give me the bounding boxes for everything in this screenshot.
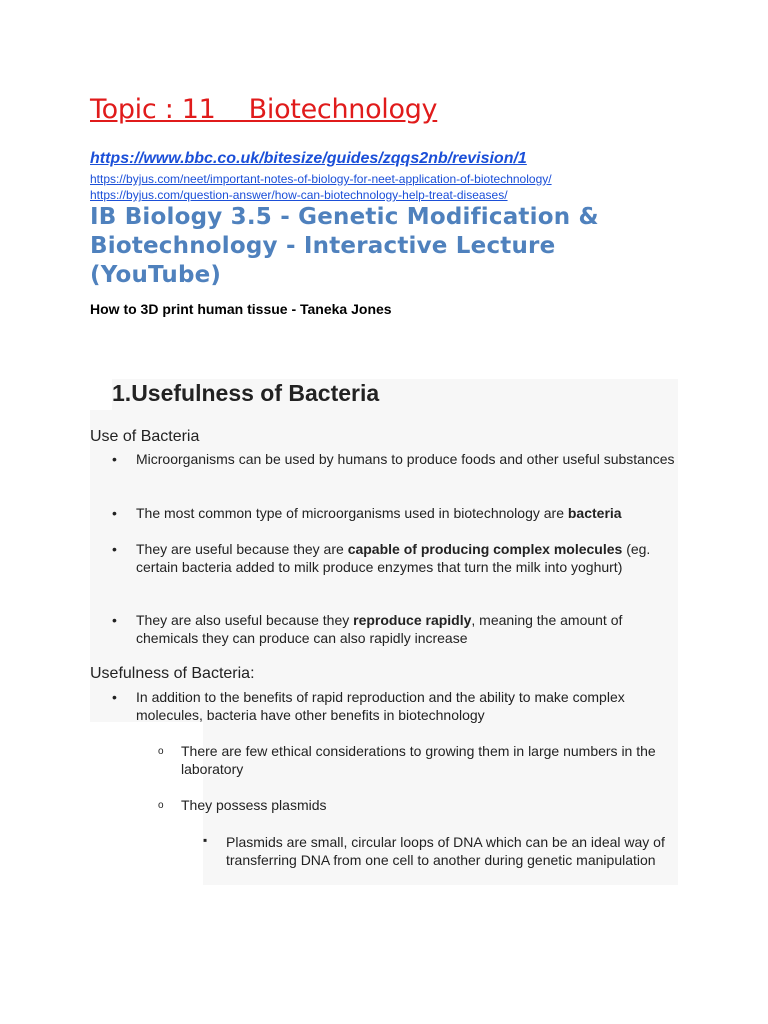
byjus-neet-link[interactable]: https://byjus.com/neet/important-notes-of-biology-for-neet-application-of-biotechnology/ bbox=[90, 172, 552, 186]
section-number: 1. bbox=[112, 380, 132, 406]
sub-bullet-marker: o bbox=[158, 800, 164, 811]
sub-bullet-marker: o bbox=[158, 746, 164, 757]
bullet-marker: • bbox=[112, 505, 117, 521]
section-heading bbox=[112, 380, 379, 407]
list-item: Microorganisms can be used by humans to produce foods and other useful substances bbox=[136, 451, 675, 467]
list-item: They possess plasmids bbox=[181, 797, 327, 813]
byjus-question-link[interactable]: https://byjus.com/question-answer/how-can-biotechnology-help-treat-diseases/ bbox=[90, 188, 508, 202]
sub-sub-bullet-marker: ▪ bbox=[203, 833, 208, 847]
use-of-bacteria-heading: Use of Bacteria bbox=[90, 428, 200, 445]
bullet-marker: • bbox=[112, 541, 117, 557]
list-item: They are useful because they are capable of producing complex molecules (eg. certain bacteria added to milk produce enzymes that turn the milk into yoghurt) bbox=[136, 541, 651, 575]
list-item: The most common type of microorganisms used in biotechnology are bacteria bbox=[136, 505, 622, 521]
list-item: There are few ethical considerations to growing them in large numbers in the laboratory bbox=[181, 743, 656, 777]
bullet-marker: • bbox=[112, 612, 117, 628]
video-link-title[interactable]: How to 3D print human tissue - Taneka Jones bbox=[90, 301, 392, 317]
topic-title: Topic : 11 Biotechnology bbox=[90, 94, 438, 125]
bullet-marker: • bbox=[112, 451, 117, 467]
list-item: Plasmids are small, circular loops of DNA which can be an ideal way of transferring DNA from one cell to another during genetic manipulation bbox=[226, 834, 665, 868]
usefulness-heading: Usefulness of Bacteria: bbox=[90, 665, 255, 682]
bullet-marker: • bbox=[112, 689, 117, 705]
list-item: In addition to the benefits of rapid reproduction and the ability to make complex molecules, bacteria have other benefits in biotechnology bbox=[136, 689, 625, 723]
ib-lecture-title[interactable]: IB Biology 3.5 - Genetic Modification & Biotechnology - Interactive Lecture (YouTube) bbox=[90, 204, 599, 288]
section-title: Usefulness of Bacteria bbox=[131, 380, 380, 406]
list-item: They are also useful because they reproduce rapidly, meaning the amount of chemicals they can produce can also rapidly increase bbox=[136, 612, 623, 646]
bbc-bitesize-link[interactable]: https://www.bbc.co.uk/bitesize/guides/zqqs2nb/revision/1 bbox=[90, 150, 527, 167]
